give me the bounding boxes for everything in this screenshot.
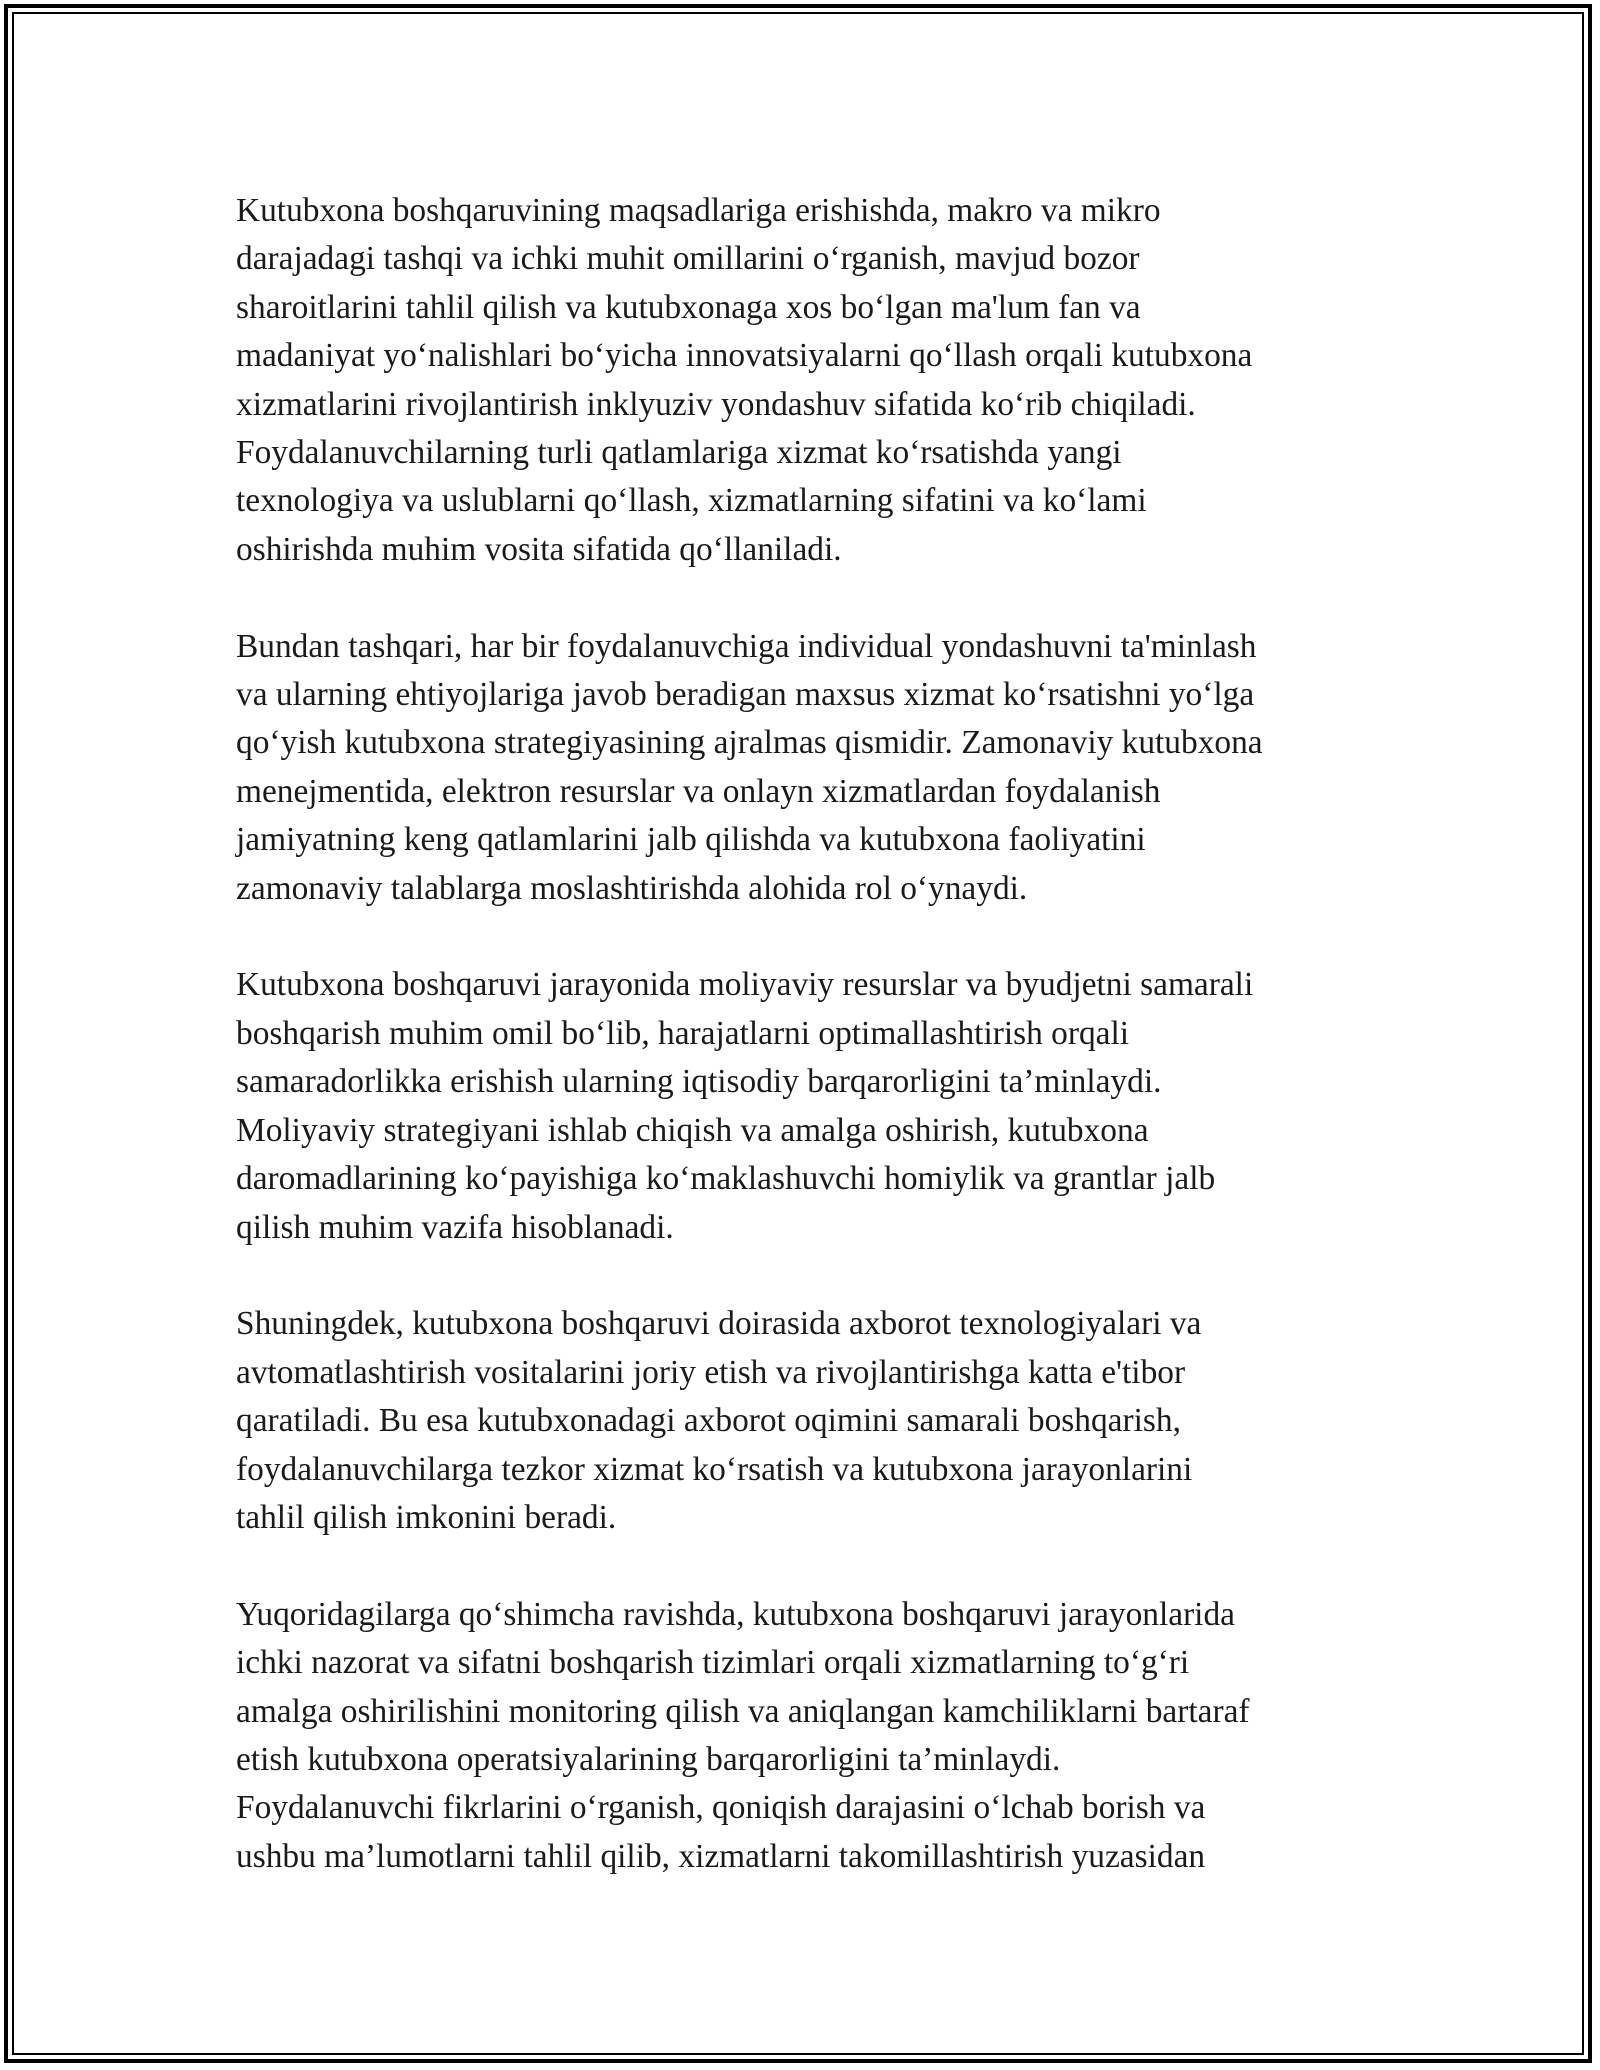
text-line: zamonaviy talablarga moslashtirishda alohida rol o‘ynaydi. (236, 869, 1028, 907)
text-line: ichki nazorat va sifatni boshqarish tizimlari orqali xizmatlarning to‘g‘ri (236, 1644, 1190, 1682)
paragraph-2 (236, 623, 1376, 913)
text-line: Shuningdek, kutubxona boshqaruvi doirasida axborot texnologiyalari va (236, 1305, 1202, 1343)
text-line: Moliyaviy strategiyani ishlab chiqish va amalga oshirish, kutubxona (236, 1111, 1149, 1149)
text-line: Kutubxona boshqaruvi jarayonida moliyaviy resurslar va byudjetni samarali (236, 966, 1254, 1004)
text-line: tahlil qilish imkonini beradi. (236, 1498, 617, 1536)
text-line: daromadlarining ko‘payishiga ko‘maklashuvchi homiylik va grantlar jalb (236, 1160, 1216, 1198)
text-line: foydalanuvchilarga tezkor xizmat ko‘rsatish va kutubxona jarayonlarini (236, 1450, 1193, 1488)
text-line: Kutubxona boshqaruvining maqsadlariga erishishda, makro va mikro (236, 192, 1161, 229)
text-line: Yuqoridagilarga qo‘shimcha ravishda, kutubxona boshqaruvi jarayonlarida (236, 1595, 1235, 1633)
text-line: samaradorlikka erishish ularning iqtisodiy barqarorligini ta’minlaydi. (236, 1063, 1162, 1101)
text-line: qilish muhim vazifa hisoblanadi. (236, 1208, 674, 1246)
text-line: sharoitlarini tahlil qilish va kutubxonaga xos bo‘lgan ma'lum fan va (236, 288, 1141, 326)
text-line: ushbu ma’lumotlarni tahlil qilib, xizmatlarni takomillashtirish yuzasidan (236, 1837, 1206, 1875)
text-line: qo‘yish kutubxona strategiyasining ajralmas qismidir. Zamonaviy kutubxona (236, 724, 1263, 762)
text-line: Foydalanuvchi fikrlarini o‘rganish, qoniqish darajasini o‘lchab borish va (236, 1789, 1206, 1827)
text-line: Bundan tashqari, har bir foydalanuvchiga individual yondashuvni ta'minlash (236, 627, 1257, 665)
text-line: qaratiladi. Bu esa kutubxonadagi axborot oqimini samarali boshqarish, (236, 1402, 1181, 1440)
text-line: etish kutubxona operatsiyalarining barqarorligini ta’minlaydi. (236, 1740, 1061, 1778)
text-line: xizmatlarini rivojlantirish inklyuziv yondashuv sifatida ko‘rib chiqiladi. (236, 385, 1196, 423)
document-body (236, 187, 1376, 1930)
text-line: texnologiya va uslublarni qo‘llash, xizmatlarning sifatini va ko‘lami (236, 482, 1147, 520)
paragraph-5 (236, 1591, 1376, 1881)
text-line: Foydalanuvchilarning turli qatlamlariga xizmat ko‘rsatishda yangi (236, 434, 1122, 472)
text-line: avtomatlashtirish vositalarini joriy etish va rivojlantirishga katta e'tibor (236, 1353, 1186, 1391)
paragraph-4 (236, 1300, 1376, 1542)
text-line: oshirishda muhim vosita sifatida qo‘llaniladi. (236, 530, 842, 568)
text-line: darajadagi tashqi va ichki muhit omillarini o‘rganish, mavjud bozor (236, 240, 1140, 278)
paragraph-3 (236, 961, 1376, 1251)
text-line: va ularning ehtiyojlariga javob beradigan maxsus xizmat ko‘rsatishni yo‘lga (236, 676, 1255, 714)
text-line: amalga oshirilishini monitoring qilish va aniqlangan kamchiliklarni bartaraf (236, 1692, 1250, 1730)
text-line: jamiyatning keng qatlamlarini jalb qilishda va kutubxona faoliyatini (236, 821, 1146, 859)
paragraph-1 (236, 187, 1376, 574)
text-line: boshqarish muhim omil bo‘lib, harajatlarni optimallashtirish orqali (236, 1014, 1130, 1052)
text-line: menejmentida, elektron resurslar va onlayn xizmatlardan foydalanish (236, 772, 1161, 810)
text-line: madaniyat yo‘nalishlari bo‘yicha innovatsiyalarni qo‘llash orqali kutubxona (236, 337, 1253, 375)
